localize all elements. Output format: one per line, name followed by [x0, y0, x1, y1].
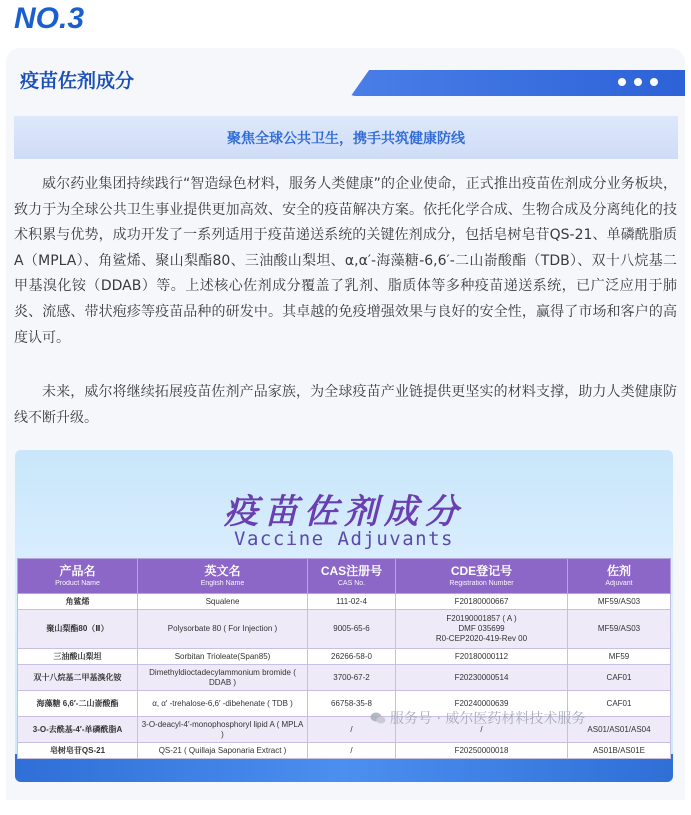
cell-english-name: Sorbitan Trioleate(Span85): [138, 649, 308, 665]
table-header-row: [18, 559, 671, 594]
cell-registration-number: F20250000018: [396, 743, 568, 759]
dots-decoration: [618, 78, 658, 86]
cell-english-name: Dimethyldioctadecylammonium bromide ( DDAB ): [138, 665, 308, 691]
cell-cas-number: /: [308, 717, 396, 743]
cell-product-name: 角鲨烯: [18, 594, 138, 610]
table-row: [18, 610, 671, 649]
table-row: [18, 594, 671, 610]
cell-cas-number: 111-02-4: [308, 594, 396, 610]
cell-cas-number: /: [308, 743, 396, 759]
cell-product-name: 皂树皂苷QS-21: [18, 743, 138, 759]
table-row: [18, 665, 671, 691]
section-title: 疫苗佐剂成分: [20, 70, 135, 92]
cell-registration-number: F20180000112: [396, 649, 568, 665]
cell-product-name: 聚山梨酯80（Ⅱ）: [18, 610, 138, 649]
table-row: [18, 649, 671, 665]
slogan-text: 聚焦全球公共卫生，携手共筑健康防线: [227, 131, 465, 147]
cell-english-name: Squalene: [138, 594, 308, 610]
intro-paragraph: 威尔药业集团持续践行“智造绿色材料，服务人类健康”的企业使命，正式推出疫苗佐剂成分业务板块，致力于为全球公共卫生事业提供更加高效、安全的疫苗解决方案。依托化学合成、生物合成及分离纯化的技术积累与优势，成功开发了一系列适用于疫苗递送系统的关键佐剂成分，包括皂树皂苷QS-21、单磷酰脂质A（MPLA）、角鲨烯、聚山梨酯80、三油酸山梨坦、α,α′-海藻糖-6,6′-二山嵛酸酯（TDB）、双十八烷基二甲基溴化铵（DDAB）等。上述核心佐剂成分覆盖了乳剂、脂质体等多种疫苗递送系统，已广泛应用于肺炎、流感、带状疱疹等疫苗品种的研发中。其卓越的免疫增强效果与良好的安全性，赢得了市场和客户的高度认可。: [14, 176, 677, 346]
cell-registration-number: F20230000514: [396, 665, 568, 691]
cell-cas-number: 66758-35-8: [308, 691, 396, 717]
watermark: [370, 708, 585, 728]
cell-product-name: 三油酸山梨坦: [18, 649, 138, 665]
cell-product-name: 3-O-去酰基-4′-单磷酰脂A: [18, 717, 138, 743]
wechat-icon: [370, 711, 386, 725]
cell-cas-number: 26266-58-0: [308, 649, 396, 665]
cell-cas-number: 3700-67-2: [308, 665, 396, 691]
cell-adjuvant: CAF01: [568, 691, 671, 717]
cell-registration-number: F20180000667: [396, 594, 568, 610]
cell-registration-number: F20240000639: [396, 691, 568, 717]
cell-product-name: 海藻糖 6,6′-二山嵛酸酯: [18, 691, 138, 717]
section-number: NO.3: [14, 2, 85, 35]
cell-product-name: 双十八烷基二甲基溴化铵: [18, 665, 138, 691]
col-product-name: 产品名 Product Name: [18, 559, 138, 594]
cell-adjuvant: AS01B/AS01E: [568, 743, 671, 759]
figure-subtitle: Vaccine Adjuvants: [234, 528, 454, 550]
cell-adjuvant: MF59/AS03: [568, 594, 671, 610]
table-row: [18, 743, 671, 759]
cell-registration-number: /: [396, 717, 568, 743]
cell-adjuvant: AS01/AS01/AS04: [568, 717, 671, 743]
cell-cas-number: 9005-65-6: [308, 610, 396, 649]
cell-adjuvant: CAF01: [568, 665, 671, 691]
cell-english-name: 3-O-deacyl-4′-monophosphoryl lipid A ( MPLA ): [138, 717, 308, 743]
cell-english-name: Polysorbate 80 ( For Injection ): [138, 610, 308, 649]
adjuvant-table: [17, 558, 671, 759]
figure-title: 疫苗佐剂成分: [224, 492, 464, 532]
dot-icon: [618, 78, 626, 86]
cell-english-name: α, α′ -trehalose-6,6′ -dibehenate ( TDB ): [138, 691, 308, 717]
col-adjuvant: 佐剂 Adjuvant: [568, 559, 671, 594]
future-paragraph: 未来，威尔将继续拓展疫苗佐剂产品家族，为全球疫苗产业链提供更坚实的材料支撑，助力人类健康防线不断升级。: [14, 384, 677, 426]
col-cas-number: CAS注册号 CAS No.: [308, 559, 396, 594]
col-registration-number: CDE登记号 Registration Number: [396, 559, 568, 594]
cell-adjuvant: MF59: [568, 649, 671, 665]
dot-icon: [650, 78, 658, 86]
cell-adjuvant: MF59/AS03: [568, 610, 671, 649]
cell-english-name: QS-21 ( Quillaja Saponaria Extract ): [138, 743, 308, 759]
col-english-name: 英文名 English Name: [138, 559, 308, 594]
watermark-text: 服务号 · 威尔医药材料技术服务: [390, 711, 586, 727]
cell-registration-number: F20190001857 ( A ) DMF 035699 R0-CEP2020-419-Rev 00: [396, 610, 568, 649]
dot-icon: [634, 78, 642, 86]
